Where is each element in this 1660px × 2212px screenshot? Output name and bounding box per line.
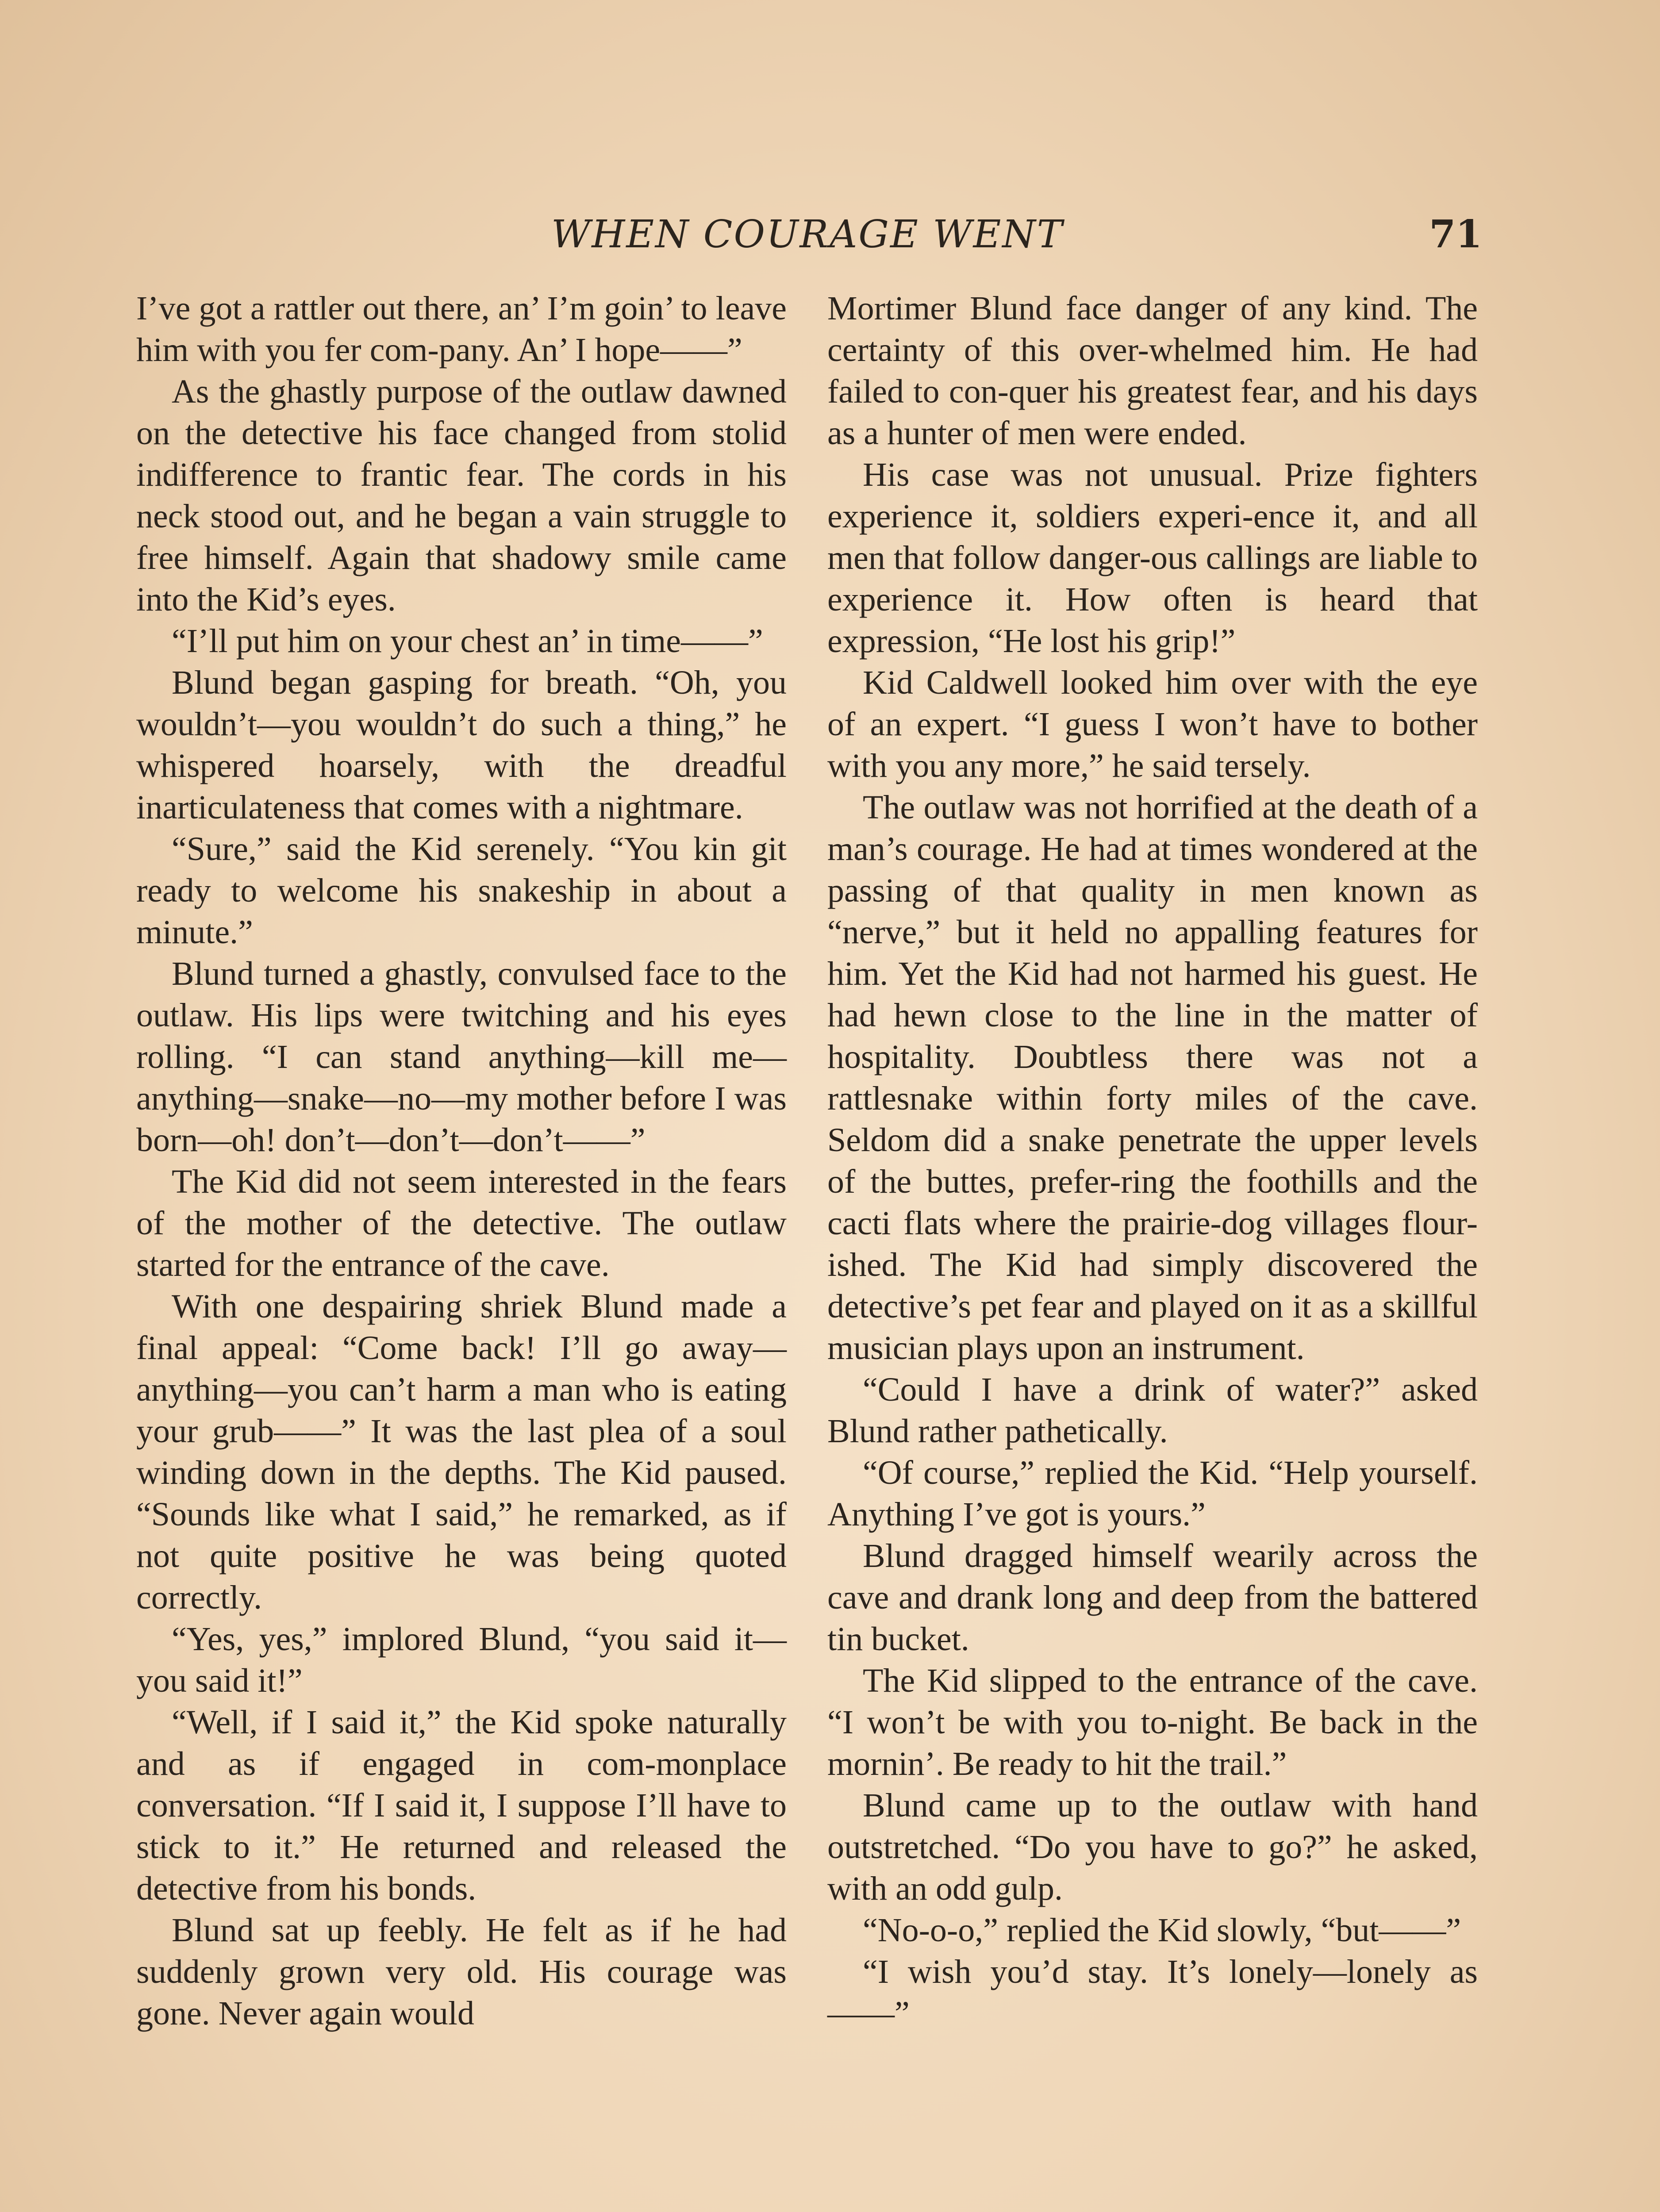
page-header xyxy=(133,208,1482,261)
paragraph: “No-o-o,” replied the Kid slowly, “but——” xyxy=(863,1912,1461,1949)
paragraph: “Of course,” replied the Kid. “Help yourself. Anything I’ve got is yours.” xyxy=(827,1454,1478,1533)
page-number: 71 xyxy=(1429,212,1482,257)
paragraph: Kid Caldwell looked him over with the eye of an expert. “I guess I won’t have to bother with you any more,” he said tersely. xyxy=(827,664,1478,784)
paragraph: Blund dragged himself wearily across the cave and drank long and deep from the battered tin bucket. xyxy=(827,1537,1478,1658)
paragraph: Mortimer Blund face danger of any kind. The certainty of this over-whelmed him. He had failed to con-quer his greatest fear, and his days as a hunter of men were ended. xyxy=(827,290,1478,452)
paragraph: Blund came up to the outlaw with hand outstretched. “Do you have to go?” he asked, with an odd gulp. xyxy=(827,1787,1478,1907)
paragraph: The outlaw was not horrified at the death of a man’s courage. He had at times wondered at the passing of that quality in men known as “nerve,” but it held no appalling features for him. Yet the Kid had not harmed his guest. He had hewn close to the line in the matter of hospitality. Doubtless there was not a rattlesnake within forty miles of the cave. Seldom did a snake penetrate the upper levels of the buttes, prefer-ring the foothills and the cacti flats where the prairie-dog villages flour-ished. The Kid had simply discovered the detective’s pet fear and played on it as a skillful musician plays upon an instrument. xyxy=(827,789,1478,1367)
paragraph: As the ghastly purpose of the outlaw dawned on the detective his face changed from stolid indifference to frantic fear. The cords in his neck stood out, and he began a vain struggle to free himself. Again that shadowy smile came into the Kid’s eyes. xyxy=(136,373,787,618)
paragraph: “I’ll put him on your chest an’ in time——” xyxy=(172,622,763,660)
paragraph: “Yes, yes,” implored Blund, “you said it—you said it!” xyxy=(136,1621,787,1699)
paragraph: “Well, if I said it,” the Kid spoke naturally and as if engaged in com-monplace conversation. “If I said it, I suppose I’ll have to stick to it.” He returned and released the detective from his bonds. xyxy=(136,1704,787,1907)
left-column xyxy=(136,288,787,2034)
paragraph: Blund began gasping for breath. “Oh, you wouldn’t—you wouldn’t do such a thing,” he whispered hoarsely, with the dreadful inarticulateness that comes with a nightmare. xyxy=(136,664,787,826)
paragraph: Blund turned a ghastly, convulsed face to the outlaw. His lips were twitching and his eyes rolling. “I can stand anything—kill me—anything—snake—no—my mother before I was born—oh! don’t—don’t—don’t——” xyxy=(136,955,787,1159)
right-column xyxy=(827,288,1478,2034)
paragraph: His case was not unusual. Prize fighters experience it, soldiers experi-ence it, and all men that follow danger-ous callings are liable to experience it. How often is heard that expression, “He lost his grip!” xyxy=(827,456,1478,660)
paragraph: I’ve got a rattler out there, an’ I’m goin’ to leave him with you fer com-pany. An’ I hope——” xyxy=(136,290,787,369)
paragraph: “I wish you’d stay. It’s lonely—lonely as——” xyxy=(827,1953,1478,2032)
paragraph: “Sure,” said the Kid serenely. “You kin git ready to welcome his snakeship in about a minute.” xyxy=(136,830,787,951)
running-title: WHEN COURAGE WENT xyxy=(551,212,1064,257)
paragraph: Blund sat up feebly. He felt as if he had suddenly grown very old. His courage was gone. Never again would xyxy=(136,1912,787,2032)
paragraph: The Kid slipped to the entrance of the cave. “I won’t be with you to-night. Be back in the mornin’. Be ready to hit the trail.” xyxy=(827,1662,1478,1782)
paragraph: The Kid did not seem interested in the fears of the mother of the detective. The outlaw started for the entrance of the cave. xyxy=(136,1163,787,1283)
paragraph: With one despairing shriek Blund made a final appeal: “Come back! I’ll go away—anything—you can’t harm a man who is eating your grub——” It was the last plea of a soul winding down in the depths. The Kid paused. “Sounds like what I said,” he remarked, as if not quite positive he was being quoted correctly. xyxy=(136,1288,787,1616)
paragraph: “Could I have a drink of water?” asked Blund rather pathetically. xyxy=(827,1371,1478,1450)
